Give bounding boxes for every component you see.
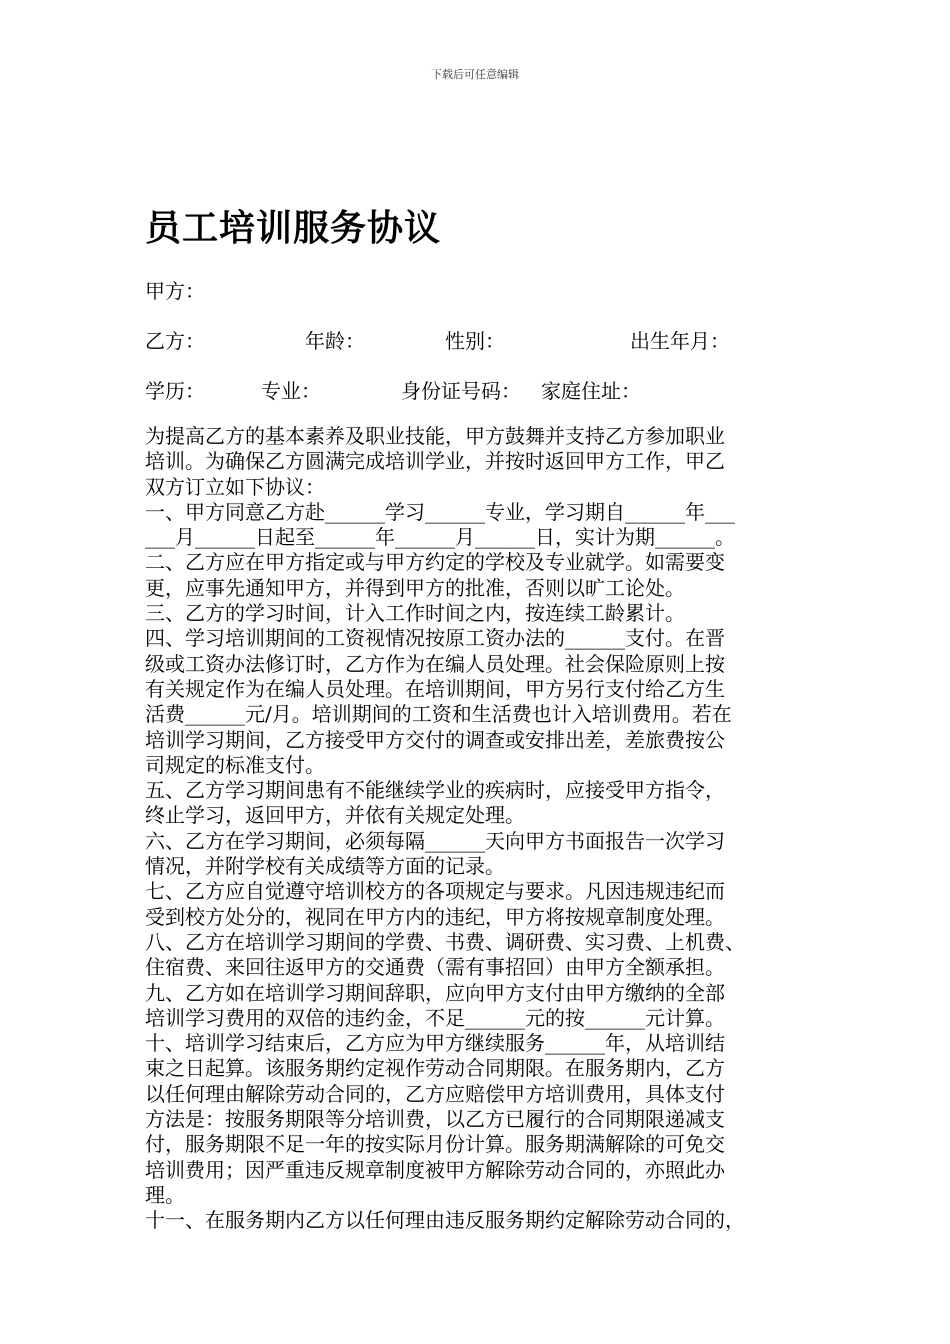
body-line: 培训学习期间，乙方接受甲方交付的调查或安排出差，差旅费按公 bbox=[145, 727, 725, 752]
body-line: 活费______元/月。培训期间的工资和生活费也计入培训费用。若在 bbox=[145, 702, 732, 727]
body-line: 终止学习，返回甲方，并依有关规定处理。 bbox=[145, 803, 525, 828]
body-line: 理。 bbox=[145, 1182, 185, 1207]
body-line: 培训费用；因严重违反规章制度被甲方解除劳动合同的，亦照此办 bbox=[145, 1157, 725, 1182]
body-line: 级或工资办法修订时，乙方作为在编人员处理。社会保险原则上按 bbox=[145, 651, 725, 676]
body-line: 十一、在服务期内乙方以任何理由违反服务期约定解除劳动合同的， bbox=[145, 1208, 745, 1233]
body-line: 受到校方处分的，视同在甲方内的违纪，甲方将按规章制度处理。 bbox=[145, 904, 725, 929]
header-note: 下载后可任意编辑 bbox=[431, 68, 519, 81]
age-label: 年龄： bbox=[305, 329, 365, 353]
body-line: 以任何理由解除劳动合同的，乙方应赔偿甲方培训费用，具体支付 bbox=[145, 1081, 725, 1106]
birth-date-label: 出生年月： bbox=[630, 329, 730, 353]
body-line: 住宿费、来回往返甲方的交通费（需有事招回）由甲方全额承担。 bbox=[145, 955, 725, 980]
body-line: 方法是：按服务期限等分培训费，以乙方已履行的合同期限递减支 bbox=[145, 1107, 725, 1132]
body-line: 双方订立如下协议： bbox=[145, 474, 325, 499]
major-label: 专业： bbox=[261, 379, 321, 403]
body-line: 三、乙方的学习时间，计入工作时间之内，按连续工龄累计。 bbox=[145, 601, 685, 626]
education-label: 学历： bbox=[145, 379, 205, 403]
body-line: ___月______日起至______年______月______日，实计为期______。 bbox=[145, 525, 735, 550]
body-line: 九、乙方如在培训学习期间辞职，应向甲方支付由甲方缴纳的全部 bbox=[145, 980, 725, 1005]
body-line: 有关规定作为在编人员处理。在培训期间，甲方另行支付给乙方生 bbox=[145, 676, 725, 701]
body-line: 四、学习培训期间的工资视情况按原工资办法的______支付。在晋 bbox=[145, 626, 725, 651]
body-line: 为提高乙方的基本素养及职业技能，甲方鼓舞并支持乙方参加职业 bbox=[145, 424, 725, 448]
body-line: 七、乙方应自觉遵守培训校方的各项规定与要求。凡因违规违纪而 bbox=[145, 879, 725, 904]
gender-label: 性别： bbox=[445, 329, 505, 353]
body-line: 六、乙方在学习期间，必须每隔______天向甲方书面报告一次学习 bbox=[145, 828, 725, 853]
body-line: 八、乙方在培训学习期间的学费、书费、调研费、实习费、上机费、 bbox=[145, 929, 745, 954]
body-line: 培训。为确保乙方圆满完成培训学业，并按时返回甲方工作，甲乙 bbox=[145, 449, 725, 474]
agreement-body bbox=[145, 424, 835, 1234]
id-number-label: 身份证号码： bbox=[401, 379, 521, 403]
body-line: 一、甲方同意乙方赴______学习______专业，学习期自______年___ bbox=[145, 499, 735, 524]
body-line: 束之日起算。该服务期约定视作劳动合同期限。在服务期内，乙方 bbox=[145, 1056, 725, 1081]
body-line: 二、乙方应在甲方指定或与甲方约定的学校及专业就学。如需要变 bbox=[145, 550, 725, 575]
address-label: 家庭住址： bbox=[541, 379, 641, 403]
body-line: 付，服务期限不足一年的按实际月份计算。服务期满解除的可免交 bbox=[145, 1132, 725, 1157]
document-title: 员工培训服务协议 bbox=[145, 208, 442, 249]
body-line: 十、培训学习结束后，乙方应为甲方继续服务______年，从培训结 bbox=[145, 1031, 725, 1056]
body-line: 五、乙方学习期间患有不能继续学业的疾病时，应接受甲方指令， bbox=[145, 778, 725, 803]
body-line: 培训学习费用的双倍的违约金，不足______元的按______元计算。 bbox=[145, 1005, 725, 1030]
party-a-label: 甲方： bbox=[145, 279, 205, 303]
party-b-label: 乙方： bbox=[145, 329, 205, 353]
body-line: 更，应事先通知甲方，并得到甲方的批准，否则以旷工论处。 bbox=[145, 575, 685, 600]
body-line: 司规定的标准支付。 bbox=[145, 752, 325, 777]
body-line: 情况，并附学校有关成绩等方面的记录。 bbox=[145, 854, 505, 879]
